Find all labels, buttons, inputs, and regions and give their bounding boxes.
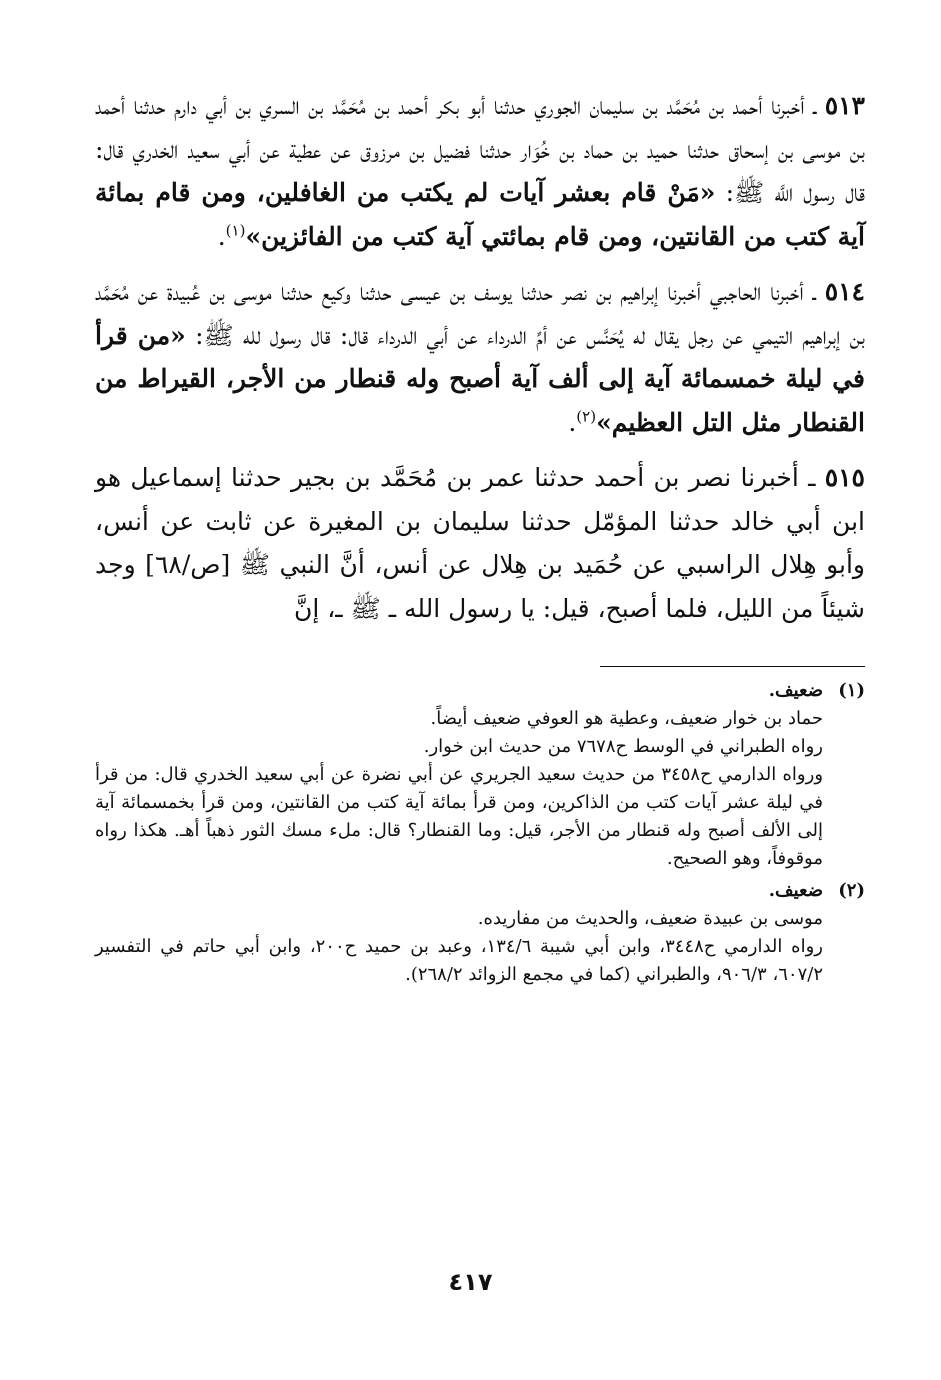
hadith-text: ـ أخبرنا نصر بن أحمد حدثنا عمر بن مُحَمَّد بن بجير حدثنا إسماعيل هو ابن أبي خالد حدثنا المؤمّل حدثنا سليمان بن المغيرة عن ثابت عن أنس، وأبو هِلال الراسبي عن حُمَيد بن هِلال عن أنس، أنَّ النبي ﷺ [ص/٦٨] وجد شيئاً من الليل، فلما أصبح، قيل: يا رسول الله ـ ﷺ ـ، إنَّ — [95, 463, 865, 623]
footnote-number: (١) — [838, 680, 865, 701]
hadith-number: ٥١٥ — [824, 463, 865, 492]
hadith-text: . — [217, 221, 226, 251]
footnote-line: ورواه الدارمي ح٣٤٥٨ من حديث سعيد الجريري عن أبي نضرة عن أبي سعيد الخدري قال: من قرأ في ليلة عشر آيات كتب من الذاكرين، ومن قرأ بمائة آية كتب من القانتين، ومن قرأ بخمسمائة آية إلى الألف أصبح وله قنطار من الأجر، قيل: وما القنطار؟ قال: ملء مسك الثور ذهباً أهـ. هكذا رواه موقوفاً، وهو الصحيح. — [95, 764, 824, 869]
hadith-number: ٥١٣ — [824, 91, 865, 120]
footnote-heading — [95, 677, 865, 705]
footnote-list — [95, 677, 865, 989]
footnote-line: رواه الدارمي ح٣٤٤٨، وابن أبي شيبة ١٣٤/٦، وعبد بن حميد ح٢٠٠، وابن أبي حاتم في التفسير ٦٠٧/٢، ٩٠٦/٣، والطبراني (كما في مجمع الزوائد ٢٦٨/٢). — [95, 936, 823, 985]
footnote-grade: ضعيف. — [768, 680, 823, 701]
hadith-text: ـ أخبرنا أحمد بن مُحَمَّد بن سليمان الجوري حدثنا أبو بكر أحمد بن مُحَمَّد بن السري بن أبي دارم حدثنا أحمد بن موسى بن إسحاق حدثنا حميد بن حماد بن خُوَار حدثنا فضيل بن مرزوق عن عطية عن أبي سعيد الخدري قال: قال رسول اللَّه ﷺ: — [95, 91, 865, 207]
footnote-divider — [600, 666, 865, 667]
hadith-list — [95, 84, 865, 630]
hadith-matn: «مَنْ قام بعشر آيات لم يكتب من الغافلين، ومن قام بمائة آية كتب من القانتين، ومن قام بمائتي آية كتب من الفائزين» — [95, 178, 865, 251]
footnote-number: (٢) — [838, 880, 865, 901]
footnote — [95, 677, 865, 873]
footnote — [95, 877, 865, 989]
hadith-matn: «من قرأ في ليلة خمسمائة آية إلى ألف آية أصبح وله قنطار من الأجر، القيراط من القنطار مثل التل العظيم» — [95, 320, 865, 437]
page-number: ٤١٧ — [448, 1268, 493, 1296]
hadith-paragraph — [95, 270, 865, 444]
page-body — [95, 84, 865, 993]
footnote-line: حماد بن خوار ضعيف، وعطية هو العوفي ضعيف أيضاً. — [430, 708, 823, 729]
footnote-reference: (٢) — [576, 407, 597, 426]
footnote-line: موسى بن عبيدة ضعيف، والحديث من مفاريده. — [477, 908, 823, 929]
hadith-paragraph — [95, 84, 865, 258]
hadith-text: ـ أخبرنا الحاجبي أخبرنا إبراهيم بن نصر حدثنا يوسف بن عيسى حدثنا وكيع حدثنا موسى بن عُبيدة عن مُحَمَّد بن إبراهيم التيمي عن رجل يقال له يُحَنَّس عن أمِّ الدرداء عن أبي الدرداء قال: قال رسول لله ﷺ: — [95, 277, 865, 350]
footnote-heading — [95, 877, 865, 905]
footnote-reference: (١) — [225, 221, 246, 240]
footnote-line: رواه الطبراني في الوسط ح٧٦٧٨ من حديث ابن خوار. — [423, 736, 823, 757]
hadith-paragraph — [95, 456, 865, 630]
hadith-number: ٥١٤ — [824, 277, 865, 306]
hadith-text: . — [568, 407, 577, 437]
footnote-grade: ضعيف. — [768, 880, 823, 901]
